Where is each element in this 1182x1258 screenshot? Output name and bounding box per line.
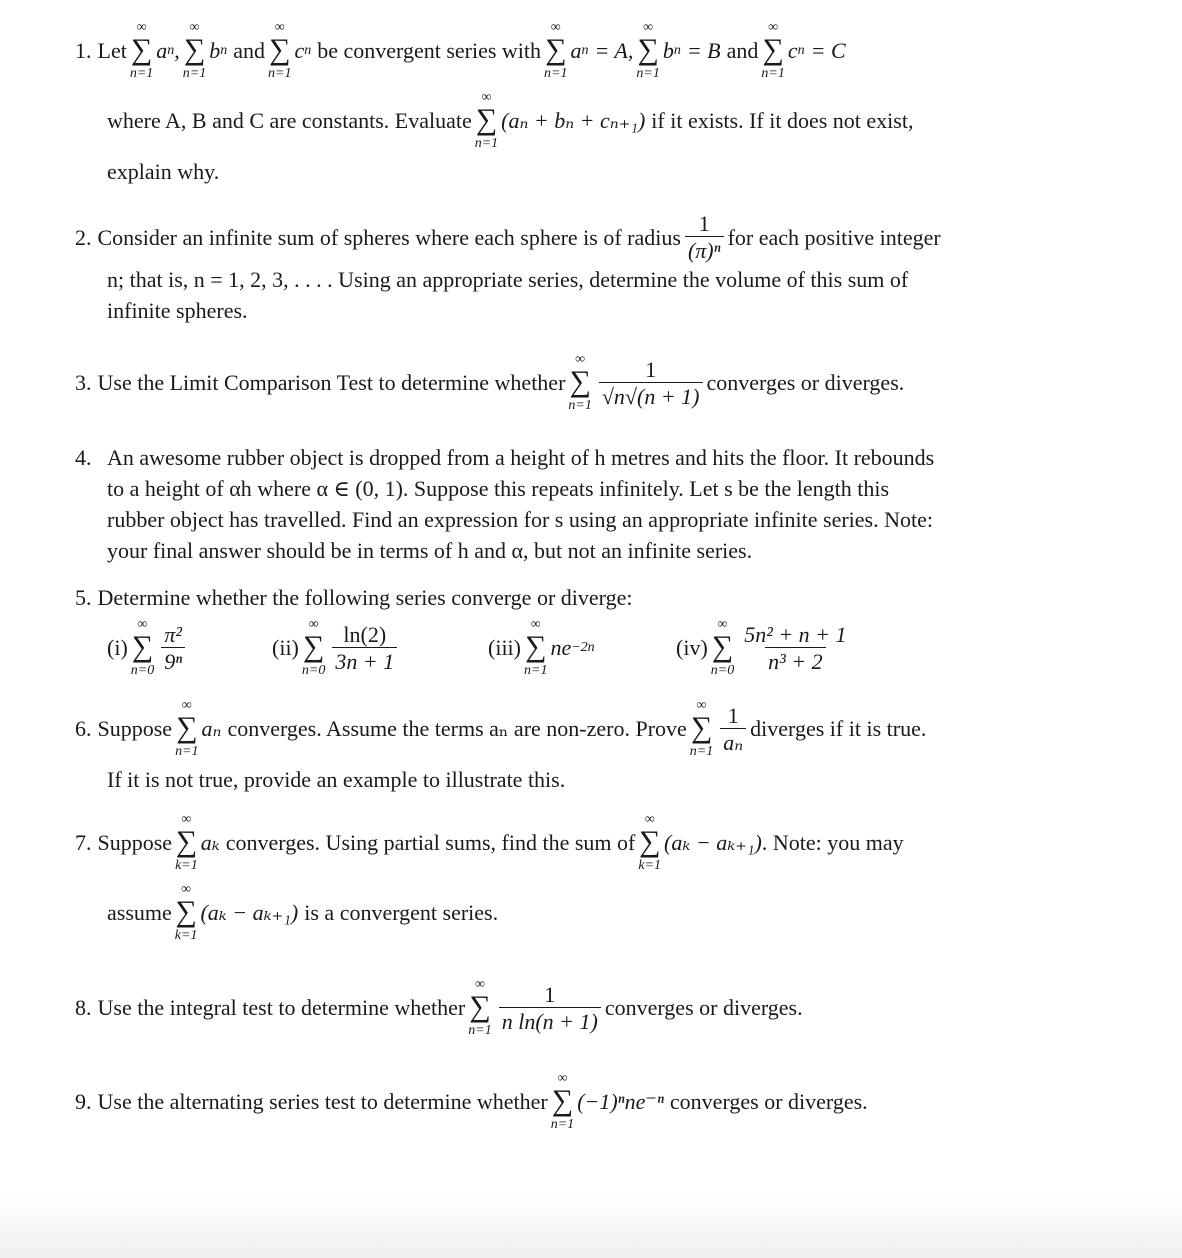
q5-intro-text: Determine whether the following series converge or diverge: [97,585,633,610]
question-4 [75,442,1150,574]
q3-line [75,348,1150,418]
q1-eq-b: = B [686,38,721,63]
sum-symbol: ∞ ∑ n=1 [636,20,660,81]
q7-line1: 7. Suppose ∞ ∑ k=1 aₖ converges. Using partial sums, find the sum of ∞ ∑ k=1 (aₖ − aₖ₊₁) . Note: you may [75,808,1150,878]
q7-line2: assume ∞ ∑ k=1 (aₖ − aₖ₊₁) is a convergent series. [107,878,1150,948]
q3-text-post: converges or diverges. [706,370,905,395]
q3-text: Use the Limit Comparison Test to determine whether [97,370,566,395]
q1-let: Let [97,38,127,63]
q4-number: 4. [75,445,92,470]
sum-symbol: ∞ ∑ n=1 [182,20,207,81]
sum-symbol: ∞ ∑ n=0 [710,617,735,678]
q4-line1: An awesome rubber object is dropped from a height of h metres and hits the floor. It rebounds [107,445,935,470]
q1-term-a: a [156,38,168,63]
q1-line2 [107,86,1150,156]
sum-symbol: ∞ ∑ n=0 [301,617,326,678]
q8-number: 8. [75,995,92,1020]
q4-line3: rubber object has travelled. Find an expression for s using an appropriate infinite series. Note: [107,507,933,532]
q7-text: converges. Using partial sums, find the sum of [225,830,636,855]
question-2 [75,211,1150,336]
q2-text: Consider an infinite sum of spheres where each sphere is of radius [97,224,681,250]
sum-symbol: ∞ ∑ n=1 [524,617,548,678]
sum-symbol: ∞ ∑ n=1 [175,698,199,759]
q1-line1: 1. Let ∞ ∑ n=1 a n , ∞ ∑ n=1 b n and ∞ ∑ n=1 c n be convergent series with ∞ ∑ n=1 a n = A, ∞ ∑ n=1 b n = B and ∞ ∑ n=1 c n = C [75,16,1150,86]
sum-symbol: ∞ ∑ n=1 [544,20,568,81]
q1-line2-post: if it exists. If it does not exist, [651,108,914,133]
q6-number: 6. [75,716,92,741]
q5-number: 5. [75,585,92,610]
q1-line3: explain why. [107,159,220,184]
q1-term-b: b [209,38,221,63]
q2-number: 2. [75,224,92,250]
q5-part-iv: (iv) ∞ ∑ n=0 $\frac{\text{5n² + n + 1}}{\text{n³ + 2}}$ [676,613,854,683]
q2-text-post: for each positive integer [727,224,941,250]
q2-line1 [75,211,1150,264]
q6-line2: If it is not true, provide an example to illustrate this. [107,767,566,792]
sum-symbol: ∞ ∑ n=1 [689,698,714,759]
q3-number: 3. [75,370,92,395]
question-7 [75,808,1150,963]
sum-symbol: ∞ ∑ n=1 [761,20,785,81]
sum-symbol: ∞ ∑ k=1 [174,882,198,943]
q5-part-ii: (ii) ∞ ∑ n=0 $\frac{\ln(2)}{3n + 1}$ [272,613,488,683]
sum-symbol: ∞ ∑ k=1 [175,812,198,873]
question-8 [75,973,1150,1053]
q4-line2: to a height of αh where α ∈ (0, 1). Suppose this repeats infinitely. Let s be the length this [107,476,890,501]
q7-number: 7. [75,830,92,855]
question-1 [75,16,1150,191]
q8-line: 8. Use the integral test to determine whether ∞ ∑ n=1 $\frac{1}{\text{n ln(n + 1)}}$ converges or diverges. [75,973,1150,1043]
question-5 [75,584,1150,684]
sum-symbol: ∞ ∑ n=1 [550,1071,575,1132]
sum-symbol: ∞ ∑ n=1 [568,352,592,413]
q3-fraction: $\frac{1}{√n√(n + 1)}$ [599,357,703,410]
q2-line2: n; that is, n = 1, 2, 3, . . . . Using an appropriate series, determine the volume of this sum of [107,267,909,292]
sum-symbol: ∞ ∑ n=1 [268,20,292,81]
q1-term-c: c [294,38,305,63]
sum-symbol: ∞ ∑ n=1 [474,90,499,151]
q1-text: be convergent series with [317,38,542,63]
q1-number: 1. [75,38,92,63]
question-3 [75,348,1150,428]
q5-intro [75,584,1150,612]
q2-line3: infinite spheres. [107,298,248,323]
q1-and: and [233,38,265,63]
sum-symbol: ∞ ∑ n=1 [129,20,154,81]
q1-expr: (aₙ + bₙ + cₙ₊₁) [501,108,646,133]
q1-eq-a: = A, [594,38,634,63]
sum-symbol: ∞ ∑ k=1 [638,812,662,873]
q6-text: converges. Assume the terms aₙ are non-zero. Prove [227,716,687,741]
q1-eq-c: = C [810,38,846,63]
q5-part-i: (i) ∞ ∑ n=0 $\frac{\text{π²}}{\text{9ⁿ}}$ [107,613,272,683]
q1-line2-pre: where A, B and C are constants. Evaluate [107,108,472,133]
q5-parts [107,612,1150,684]
q2-radius-fraction: $\frac{1}{\text{(π)ⁿ}}$ [685,211,724,264]
sum-symbol: ∞ ∑ n=1 [468,977,492,1038]
q6-line1: 6. Suppose ∞ ∑ n=1 aₙ converges. Assume the terms aₙ are non-zero. Prove ∞ ∑ n=1 $\frac{1}{\text{aₙ}}$ diverges if it is true. [75,694,1150,764]
question-6 [75,694,1150,794]
question-9 [75,1067,1150,1147]
q9-line: 9. Use the alternating series test to determine whether ∞ ∑ n=1 (−1)ⁿne⁻ⁿ converges or diverges. [75,1067,1150,1137]
sum-symbol: ∞ ∑ n=0 [130,617,155,678]
q4-line4: your final answer should be in terms of h and α, but not an infinite series. [107,538,753,563]
q9-number: 9. [75,1089,92,1114]
q5-part-iii: (iii) ∞ ∑ n=1 ne −2n [488,613,676,683]
